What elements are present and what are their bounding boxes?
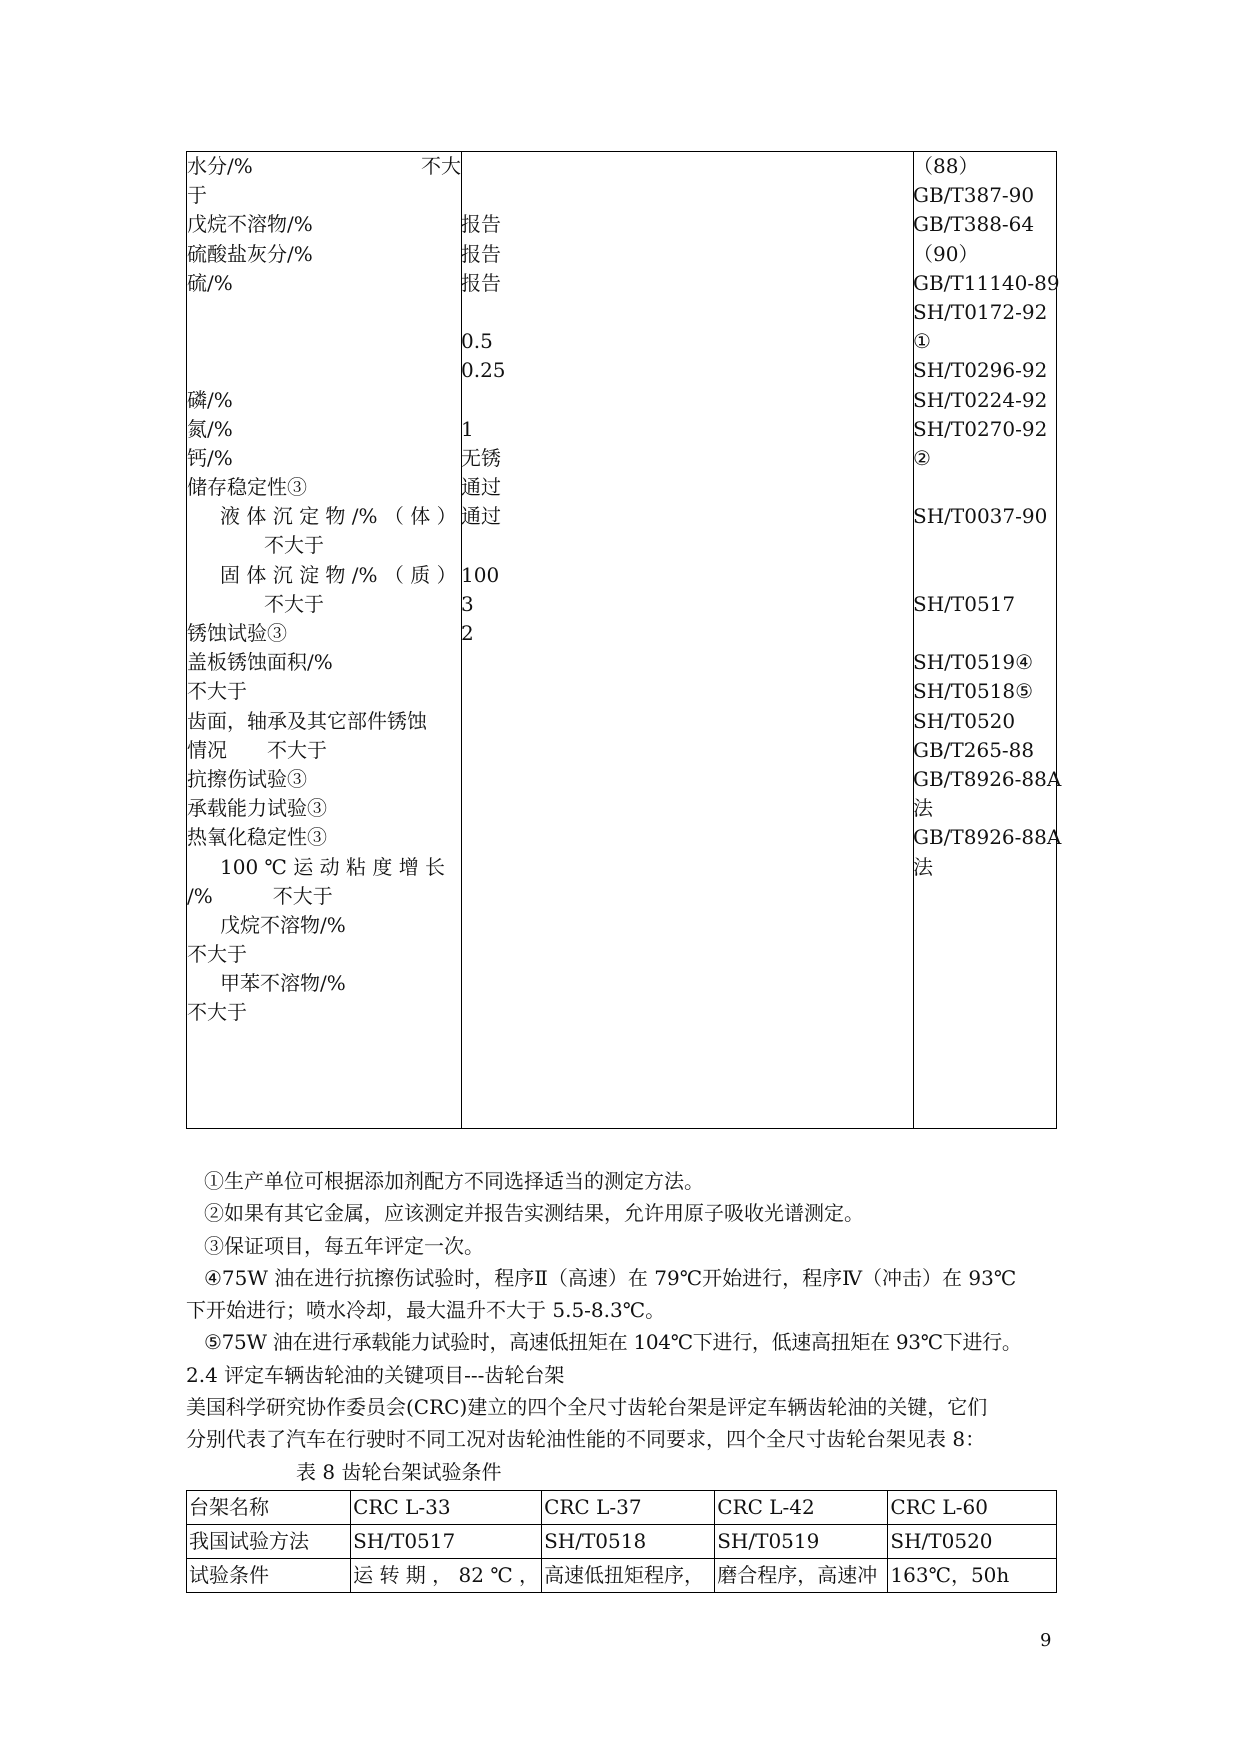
spec-method-cell xyxy=(913,561,1056,590)
spec-method-cell: 法 xyxy=(913,854,933,879)
spec-item-cell xyxy=(187,298,461,327)
spec-item-cell: 不大于 xyxy=(264,533,324,558)
spec-value-cell xyxy=(461,386,913,415)
spec-method-cell: GB/T387-90 xyxy=(913,183,1035,208)
table-cell: SH/T0518 xyxy=(542,1525,715,1559)
spec-value-cell xyxy=(461,531,913,560)
spec-value-cell: 2 xyxy=(461,621,474,645)
spec-method-cell: GB/T8926-88A xyxy=(913,766,1062,791)
spec-method-cell xyxy=(913,473,1056,502)
spec-method-cell xyxy=(913,911,1056,940)
spec-method-cell xyxy=(913,531,1056,560)
table-cell: SH/T0520 xyxy=(888,1525,1057,1559)
spec-value-cell xyxy=(461,152,913,181)
spec-item-text: 水分/% xyxy=(187,154,253,178)
spec-method-cell: SH/T0296-92 xyxy=(913,358,1048,383)
spec-method-cell: SH/T0037-90 xyxy=(913,504,1048,529)
table-cell: CRC L-42 xyxy=(715,1491,888,1525)
spec-item-cell: 钙/% xyxy=(187,445,233,470)
body-paragraph-line-2: 分别代表了汽车在行驶时不同工况对齿轮油性能的不同要求，四个全尺寸齿轮台架见表 8： xyxy=(186,1427,986,1452)
spec-method-cell: SH/T0517 xyxy=(913,591,1016,616)
spec-item-cell: 硫/% xyxy=(187,270,233,295)
spec-item-cell: 齿面，轴承及其它部件锈蚀 xyxy=(187,708,427,733)
spec-item-cell: 不大于 xyxy=(264,591,324,616)
spec-method-cell xyxy=(913,969,1056,998)
spec-method-cell: ① xyxy=(913,329,931,354)
spec-value-cell xyxy=(461,794,913,823)
spec-value-cell: 通过 xyxy=(461,475,501,500)
notes-section xyxy=(186,1165,1066,1488)
spec-method-cell: GB/T11140-89 xyxy=(913,270,1060,295)
spec-item-cell: 锈蚀试验③ xyxy=(187,621,287,645)
spec-value-cell: 100 xyxy=(461,562,500,587)
spec-value-cell: 报告 xyxy=(461,212,501,237)
spec-method-cell: SH/T0519④ xyxy=(913,650,1034,675)
spec-item-cell: 甲苯不溶物/% xyxy=(220,971,346,996)
spec-item-cell: 100 ℃ 运 动 粘 度 增 长 xyxy=(220,854,446,879)
spec-table-item-column xyxy=(187,152,462,1128)
table-caption: 表 8 齿轮台架试验条件 xyxy=(296,1459,502,1484)
spec-item-cell: 固 体 沉 淀 物 /% （ 质 ） xyxy=(220,562,457,587)
spec-method-cell: SH/T0518⑤ xyxy=(913,679,1034,704)
spec-item-cell: 于 xyxy=(187,183,207,208)
spec-value-cell: 通过 xyxy=(461,504,501,529)
page-number: 9 xyxy=(1040,1630,1052,1651)
spec-method-cell: SH/T0520 xyxy=(913,708,1016,733)
spec-item-cell: 盖板锈蚀面积/% xyxy=(187,650,333,675)
spec-value-cell xyxy=(461,298,913,327)
spec-method-cell: ② xyxy=(913,445,931,470)
spec-value-cell xyxy=(461,736,913,765)
spec-item-cell: 抗擦伤试验③ xyxy=(187,766,307,791)
spec-value-cell xyxy=(461,998,913,1027)
spec-item-cell: 硫酸盐灰分/% xyxy=(187,241,313,266)
spec-item-cell: 戊烷不溶物/% xyxy=(187,212,313,237)
spec-value-cell xyxy=(461,911,913,940)
spec-value-cell: 0.5 xyxy=(461,329,493,354)
spec-value-cell: 报告 xyxy=(461,270,501,295)
footnote-4: ④75W 油在进行抗擦伤试验时，程序Ⅱ（高速）在 79℃开始进行，程序Ⅳ（冲击）在 93℃ xyxy=(204,1265,1017,1290)
spec-method-cell: 法 xyxy=(913,796,933,821)
spec-value-cell: 报告 xyxy=(461,241,501,266)
table-cell: CRC L-37 xyxy=(542,1491,715,1525)
table-row xyxy=(187,1525,1057,1559)
spec-method-cell: SH/T0172-92 xyxy=(913,299,1048,324)
table-cell: 运 转 期 ， 82 ℃ ， xyxy=(351,1559,542,1593)
spec-item-cell: 情况 不大于 xyxy=(187,737,327,762)
spec-method-cell: SH/T0270-92 xyxy=(913,416,1048,441)
row-header-cell: 试验条件 xyxy=(187,1559,351,1593)
body-paragraph-line-1: 美国科学研究协作委员会(CRC)建立的四个全尺寸齿轮台架是评定车辆齿轮油的关键，它们 xyxy=(186,1395,988,1420)
spec-item-cell: 承载能力试验③ xyxy=(187,796,327,821)
table-cell: 磨合程序，高速冲 xyxy=(715,1559,888,1593)
spec-item-cell: 不大于 xyxy=(187,942,247,967)
spec-method-cell: GB/T8926-88A xyxy=(913,825,1062,850)
spec-value-cell xyxy=(461,648,913,677)
spec-value-cell xyxy=(461,707,913,736)
spec-method-cell: SH/T0224-92 xyxy=(913,387,1048,412)
spec-method-cell xyxy=(913,882,1056,911)
spec-value-cell xyxy=(461,969,913,998)
spec-value-cell: 0.25 xyxy=(461,358,506,383)
spec-method-cell xyxy=(913,940,1056,969)
spec-value-cell xyxy=(461,853,913,882)
spec-item-cell: 液 体 沉 定 物 /% （ 体 ） xyxy=(220,504,457,529)
spec-table xyxy=(186,151,1062,1129)
spec-value-cell: 无锈 xyxy=(461,445,501,470)
table-cell: CRC L-60 xyxy=(888,1491,1057,1525)
spec-method-cell: （90） xyxy=(913,241,979,266)
spec-value-cell xyxy=(461,677,913,706)
spec-item-cell xyxy=(187,152,461,181)
footnote-4-cont: 下开始进行；喷水冷却，最大温升不大于 5.5-8.3℃。 xyxy=(186,1298,666,1323)
spec-item-cell: 氮/% xyxy=(187,416,233,441)
spec-item-cell: 热氧化稳定性③ xyxy=(187,825,327,850)
table-cell: 高速低扭矩程序， xyxy=(542,1559,715,1593)
table-row xyxy=(187,1491,1057,1525)
spec-item-cell: 不大于 xyxy=(187,1000,247,1025)
spec-value-cell xyxy=(461,765,913,794)
spec-value-cell xyxy=(461,181,913,210)
spec-method-cell xyxy=(913,998,1056,1027)
footnote-5: ⑤75W 油在进行承载能力试验时，高速低扭矩在 104℃下进行，低速高扭矩在 93℃下进行。 xyxy=(204,1330,1022,1355)
spec-item-cell xyxy=(187,327,461,356)
footnote-1: ①生产单位可根据添加剂配方不同选择适当的测定方法。 xyxy=(204,1169,704,1193)
spec-item-cell: 不大于 xyxy=(187,679,247,704)
spec-method-cell: （88） xyxy=(913,154,979,178)
spec-item-cell: 储存稳定性③ xyxy=(187,475,307,500)
table-cell: CRC L-33 xyxy=(351,1491,542,1525)
spec-table-method-column xyxy=(913,152,1062,1128)
spec-value-cell xyxy=(461,940,913,969)
row-header-cell: 台架名称 xyxy=(187,1491,351,1525)
spec-value-cell: 1 xyxy=(461,416,474,441)
gear-rig-table xyxy=(186,1490,1057,1593)
spec-item-cell: /% 不大于 xyxy=(187,883,333,908)
spec-method-cell xyxy=(913,619,1056,648)
table-cell: SH/T0517 xyxy=(351,1525,542,1559)
spec-table-value-column xyxy=(461,152,914,1128)
spec-item-cell: 磷/% xyxy=(187,387,233,412)
section-heading: 2.4 评定车辆齿轮油的关键项目---齿轮台架 xyxy=(186,1362,565,1387)
spec-item-text-right: 不大 xyxy=(421,154,461,178)
table-cell: SH/T0519 xyxy=(715,1525,888,1559)
spec-item-cell xyxy=(187,356,461,385)
footnote-2: ②如果有其它金属，应该测定并报告实测结果，允许用原子吸收光谱测定。 xyxy=(204,1201,864,1226)
spec-value-cell xyxy=(461,823,913,852)
spec-method-cell: GB/T388-64 xyxy=(913,212,1035,237)
table-row xyxy=(187,1559,1057,1593)
row-header-cell: 我国试验方法 xyxy=(187,1525,351,1559)
table-cell: 163℃，50h xyxy=(888,1559,1057,1593)
footnote-3: ③保证项目，每五年评定一次。 xyxy=(204,1233,484,1258)
spec-method-cell: GB/T265-88 xyxy=(913,737,1035,762)
spec-item-cell: 戊烷不溶物/% xyxy=(220,912,346,937)
spec-value-cell xyxy=(461,882,913,911)
spec-value-cell: 3 xyxy=(461,591,474,616)
